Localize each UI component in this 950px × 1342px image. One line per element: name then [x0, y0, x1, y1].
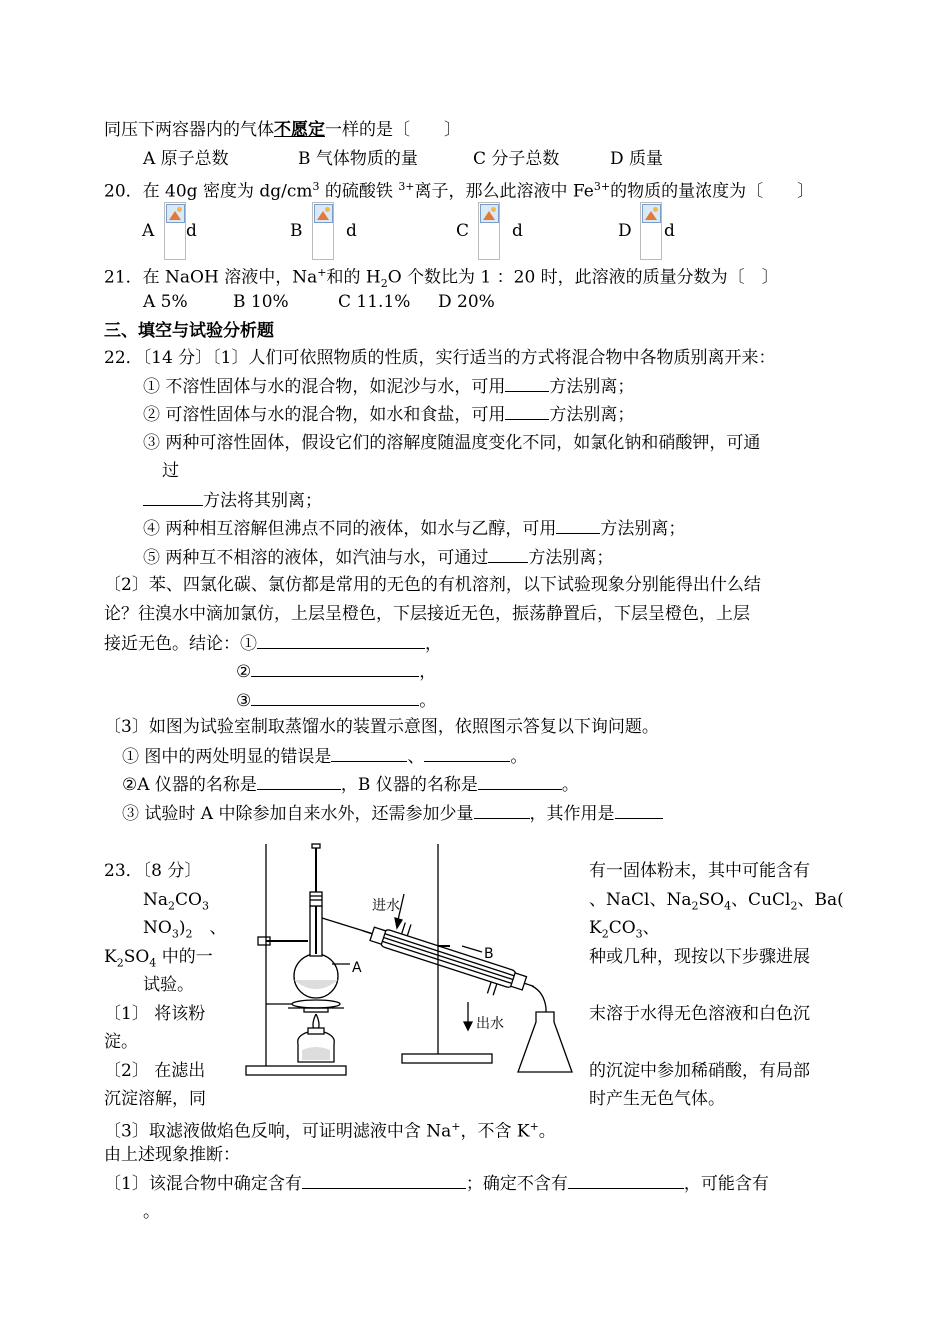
- q22-part2-line3: [104, 632, 442, 655]
- formula-image-icon: [640, 202, 662, 260]
- q23-answer-1-end: 。: [143, 1202, 160, 1222]
- q22-part3-q2-end: 。: [561, 775, 579, 795]
- q21-text-3: O 个数比为 1 ：20 时，此溶液的质量分数为〔 〕: [387, 267, 779, 288]
- q23-step2-cont-left: 沉淀溶解，同: [104, 1089, 206, 1109]
- q23-infer: 由上述现象推断：: [104, 1145, 240, 1165]
- q20-sup-2: 3+: [398, 180, 415, 193]
- q22-part3-q2-text: ②A 仪器的名称是: [122, 775, 257, 795]
- k2co3-a: K: [589, 918, 602, 938]
- no3-a: NO: [143, 918, 172, 938]
- q22-part3-q2-mid: ，B 仪器的名称是: [340, 775, 478, 795]
- q22-part3-intro: 〔3〕如图为试验室制取蒸馏水的装置示意图，依照图示答复以下询问题。: [104, 717, 659, 737]
- q22-item-4-post: 方法别离；: [600, 519, 686, 539]
- label-b: B: [484, 946, 494, 962]
- q21-sub: 2: [380, 277, 388, 291]
- q23-step2-right: 的沉淀中参加稀硝酸，有局部: [589, 1061, 810, 1081]
- q20-text-4: 的物质的量浓度为〔 〕: [610, 181, 815, 202]
- sub-2: 2: [168, 899, 176, 913]
- outlet-label: 出水: [476, 1016, 504, 1032]
- comma: ，: [419, 662, 437, 682]
- sub-2: 2: [116, 956, 124, 970]
- flask-a: [294, 954, 338, 998]
- q22-conclusion-3-label: ③: [236, 691, 252, 711]
- q22-part3-q1: [122, 745, 527, 768]
- q23-na2co3: [143, 889, 209, 917]
- receiving-flask: [518, 1012, 572, 1072]
- right-2-b: SO: [698, 890, 725, 910]
- q22-part3-q2: [122, 773, 579, 796]
- q20-option-d-letter: D: [618, 221, 632, 241]
- sup-plus: +: [451, 1120, 461, 1133]
- answer-blank[interactable]: [257, 773, 341, 790]
- q23-right-4: 种或几种，现按以下步骤进展: [589, 947, 810, 967]
- q22-item-2-post: 方法别离；: [549, 405, 635, 425]
- q22-item-3-post: 方法将其别离；: [203, 491, 322, 511]
- q22-item-2-text: ② 可溶性固体与水的混合物，如水和食盐，可用: [143, 405, 506, 425]
- q22-item-1: [143, 375, 634, 398]
- q20-number: 20．: [104, 181, 143, 202]
- formula-image-icon: [164, 202, 186, 260]
- q22-part3-q3-mid: ，其作用是: [529, 804, 615, 824]
- q23-step2-cont-right: 时产生无色气体。: [589, 1089, 725, 1109]
- q22-item-4: [143, 517, 685, 540]
- q22-item-3: ③ 两种可溶性固体，假设它们的溶解度随温度变化不同，如氯化钠和硝酸钾，可通: [143, 433, 761, 453]
- q20-option-a-suffix: d: [186, 221, 197, 241]
- answer-blank[interactable]: [143, 489, 203, 506]
- q22-intro: [104, 347, 776, 369]
- q19-option-c: C 分子总数: [473, 149, 560, 169]
- q22-item-1-post: 方法别离；: [549, 377, 635, 397]
- answer-blank[interactable]: [331, 745, 407, 762]
- answer-blank[interactable]: [302, 1172, 466, 1189]
- formula-image-icon: [478, 202, 500, 260]
- q23-step2-left: 〔2〕 在滤出: [104, 1061, 206, 1081]
- formula-image-icon: [312, 202, 334, 260]
- q23-step3: [104, 1116, 556, 1143]
- q22-item-3-blank-line: [143, 489, 322, 512]
- comma: ，: [425, 634, 442, 654]
- distillation-apparatus-figure: [232, 836, 582, 1086]
- sub-2: 2: [601, 927, 609, 941]
- k2so4-a: K: [104, 947, 117, 967]
- answer-blank[interactable]: [251, 689, 419, 706]
- q21-option-d: D 20%: [438, 292, 495, 312]
- q21-text-1: 在 NaOH 溶液中，Na: [142, 267, 318, 288]
- q22-item-5-post: 方法别离；: [528, 548, 614, 568]
- q20-sup-1: 3: [312, 180, 320, 193]
- q22-item-2: [143, 403, 634, 426]
- q22-conclusion-1-label: 接近无色。结论：①: [104, 634, 257, 654]
- q22-part3-q1-end: 。: [510, 747, 528, 767]
- sub-3: 3: [635, 927, 643, 941]
- q22-item-1-text: ① 不溶性固体与水的混合物，如泥沙与水，可用: [143, 377, 506, 397]
- answer-blank[interactable]: [424, 745, 510, 762]
- answer-1-mid: ；确定不含有: [465, 1174, 568, 1194]
- q21-option-b: B 10%: [233, 292, 289, 312]
- step3-a: 〔3〕取滤液做焰色反响，可证明滤液中含 Na: [104, 1121, 452, 1142]
- q23-step1-cont: 淀。: [104, 1032, 138, 1052]
- q22-part2-line2: 论？往溴水中滴加氯仿，上层呈橙色，下层接近无色，振荡静置后，下层呈橙色，上层: [104, 604, 750, 624]
- q22-item-4-text: ④ 两种相互溶解但沸点不同的液体，如水与乙醇，可用: [143, 519, 557, 539]
- q23-k2so4: [104, 946, 213, 974]
- q23-step1-left: 〔1〕 将该粉: [104, 1004, 206, 1024]
- answer-blank[interactable]: [568, 1172, 684, 1189]
- q23-number: 23．: [104, 861, 143, 881]
- q20-option-a-letter: A: [142, 221, 155, 241]
- q21-option-a: A 5%: [143, 292, 188, 312]
- answer-1-post: ，可能含有: [683, 1174, 769, 1194]
- q21-text-2: 和的 H: [326, 267, 381, 288]
- q19-option-d: D 质量: [610, 149, 664, 169]
- q23-no3: [143, 917, 226, 945]
- na2co3-a: Na: [143, 890, 169, 910]
- sup-plus: +: [529, 1120, 539, 1133]
- q19-option-a: A 原子总数: [143, 149, 229, 169]
- right-2-d: 、Ba(: [797, 890, 844, 910]
- q22-part3-q3: [122, 802, 663, 825]
- answer-blank[interactable]: [615, 802, 663, 819]
- q20-text-3: 离子，那么此溶液中 Fe: [414, 181, 594, 202]
- answer-blank[interactable]: [505, 375, 549, 392]
- q20-option-d-suffix: d: [664, 221, 675, 241]
- q19-stem: [104, 119, 461, 141]
- na2co3-b: CO: [175, 890, 202, 910]
- q22-intro-text: 〔14 分〕〔1〕人们可依照物质的性质，实行适当的方式将混合物中各物质别离开来：: [142, 348, 776, 368]
- q22-item-5: [143, 546, 613, 569]
- q22-number: 22．: [104, 348, 143, 368]
- sub-2: 2: [691, 899, 699, 913]
- q20-text-1: 在 40g 密度为 dg/cm: [142, 181, 313, 202]
- q22-part3-q1-sep: 、: [407, 747, 425, 767]
- q20-text-2: 的硫酸铁: [319, 181, 399, 202]
- q20-option-c-letter: C: [456, 221, 470, 241]
- k2so4-c: 中的一: [156, 947, 213, 967]
- q22-conclusion-2-label: ②: [236, 662, 252, 682]
- q22-item-3-cont: 过: [162, 461, 179, 481]
- sub-2: 2: [185, 927, 193, 941]
- sub-3: 3: [171, 927, 179, 941]
- q22-part3-q1-text: ① 图中的两处明显的错误是: [122, 747, 332, 767]
- q19-stem-pre: 同压下两容器内的气体: [104, 120, 274, 140]
- answer-blank[interactable]: [488, 546, 528, 563]
- no3-b: ): [178, 918, 186, 938]
- q20-option-c-suffix: d: [512, 221, 523, 241]
- right-2-c: 、CuCl: [731, 890, 791, 910]
- answer-1-pre: 〔1〕该混合物中确定含有: [104, 1174, 302, 1194]
- q21-sup: +: [317, 266, 327, 279]
- q21-number: 21．: [104, 267, 143, 288]
- q23-shiyan: 试验。: [143, 975, 194, 995]
- sub-4: 4: [724, 899, 732, 913]
- q21-option-c: C 11.1%: [338, 292, 411, 312]
- sub-4: 4: [149, 956, 157, 970]
- section-3-title: 三、填空与试验分析题: [104, 321, 274, 341]
- q20-sup-3: 3+: [593, 180, 611, 193]
- sub-2: 2: [790, 899, 798, 913]
- q22-item-5-text: ⑤ 两种互不相溶的液体，如汽油与水，可通过: [143, 548, 489, 568]
- answer-blank[interactable]: [251, 660, 419, 677]
- q23-right-1: 有一固体粉末，其中可能含有: [589, 861, 810, 881]
- q23-right-2: [589, 889, 844, 917]
- step3-c: 。: [538, 1121, 556, 1142]
- q20-option-b-suffix: d: [346, 221, 357, 241]
- step3-b: ，不含 K: [460, 1121, 530, 1142]
- k2co3-b: CO: [608, 918, 636, 938]
- q20-option-b-letter: B: [290, 221, 303, 241]
- q20-stem: [104, 176, 814, 203]
- sub-3: 3: [201, 899, 209, 913]
- q22-conclusion-2: [236, 660, 436, 683]
- k2so4-b: SO: [123, 947, 150, 967]
- q23-score: 〔8 分〕: [142, 861, 202, 881]
- label-a: A: [352, 960, 362, 976]
- no3-sep: 、: [209, 918, 227, 938]
- k2co3-c: 、: [642, 918, 660, 938]
- answer-blank[interactable]: [505, 403, 549, 420]
- q19-stem-post: 一样的是〔 〕: [325, 120, 461, 140]
- right-2-a: 、NaCl、Na: [589, 890, 692, 910]
- q22-part2-line1: 〔2〕苯、四氯化碳、氯仿都是常用的无色的有机溶剂，以下试验现象分别能得出什么结: [104, 575, 761, 595]
- answer-blank[interactable]: [556, 517, 600, 534]
- stand-base-left: [246, 1066, 346, 1075]
- answer-blank[interactable]: [257, 632, 425, 649]
- q23-step1-right: 末溶于水得无色溶液和白色沉: [589, 1004, 810, 1024]
- q19-stem-emphasis: 不愿定: [274, 120, 325, 140]
- q22-conclusion-3: [236, 689, 436, 712]
- q23-answer-1: [104, 1172, 769, 1195]
- inlet-label: 进水: [372, 898, 400, 914]
- q22-part3-q3-text: ③ 试验时 A 中除参加自来水外，还需参加少量: [122, 804, 474, 824]
- q19-option-b: B 气体物质的量: [298, 149, 418, 169]
- period: 。: [419, 691, 437, 711]
- q23-right-3: [589, 917, 660, 945]
- answer-blank[interactable]: [478, 773, 562, 790]
- q23-header: [104, 860, 201, 882]
- answer-blank[interactable]: [474, 802, 530, 819]
